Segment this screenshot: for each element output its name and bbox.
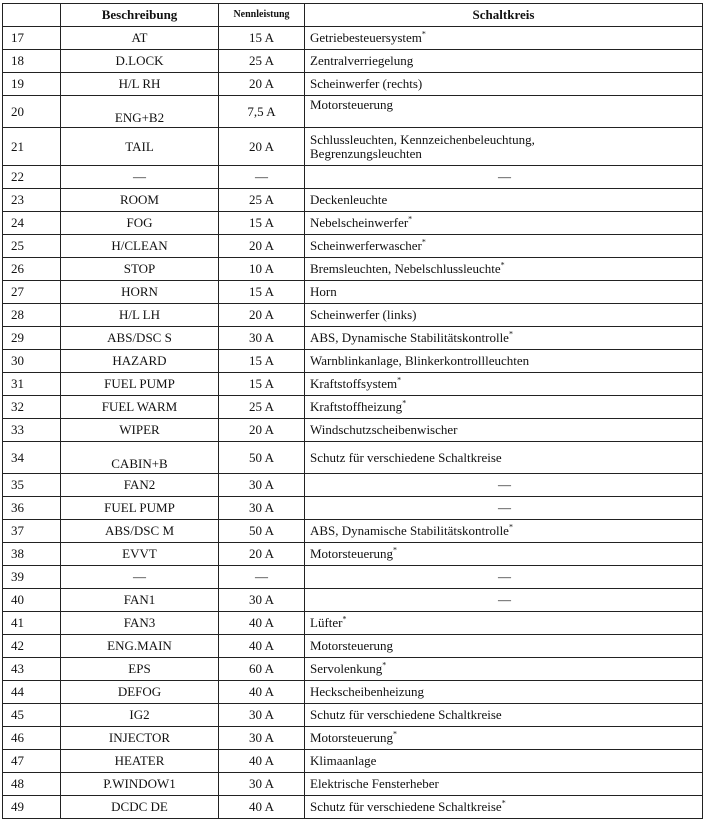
table-row — [3, 497, 703, 520]
header-row — [3, 4, 703, 27]
fuse-circuit — [305, 373, 703, 396]
circuit-text: Scheinwerfer (rechts) — [310, 76, 423, 91]
fuse-description: STOP — [61, 258, 219, 281]
fuse-description: FUEL WARM — [61, 396, 219, 419]
fuse-number: 42 — [3, 635, 61, 658]
circuit-text-line2: Begrenzungsleuchten — [310, 145, 422, 161]
fuse-description: HEATER — [61, 750, 219, 773]
fuse-number: 35 — [3, 474, 61, 497]
footnote-marker: * — [501, 798, 506, 808]
fuse-number: 21 — [3, 128, 61, 166]
table-row — [3, 543, 703, 566]
table-row — [3, 396, 703, 419]
circuit-text: Heckscheibenheizung — [310, 684, 425, 699]
footnote-marker: * — [382, 660, 387, 670]
header-description: Beschreibung — [61, 4, 219, 27]
fuse-circuit — [305, 419, 703, 442]
fuse-description: HORN — [61, 281, 219, 304]
fuse-number: 48 — [3, 773, 61, 796]
fuse-number: 22 — [3, 166, 61, 189]
table-row — [3, 419, 703, 442]
fuse-description: EVVT — [61, 543, 219, 566]
fuse-table — [2, 3, 703, 819]
table-row — [3, 704, 703, 727]
fuse-description: AT — [61, 27, 219, 50]
table-row — [3, 727, 703, 750]
circuit-text: Zentralverriegelung — [310, 53, 414, 68]
fuse-number: 28 — [3, 304, 61, 327]
circuit-text: Schutz für verschiedene Schaltkreise — [310, 449, 502, 465]
footnote-marker: * — [342, 614, 347, 624]
fuse-circuit — [305, 73, 703, 96]
circuit-text: Nebelscheinwerfer — [310, 215, 409, 230]
circuit-text: Bremsleuchten, Nebelschlussleuchte — [310, 261, 501, 276]
fuse-circuit — [305, 327, 703, 350]
fuse-circuit — [305, 704, 703, 727]
fuse-number: 47 — [3, 750, 61, 773]
fuse-description: ABS/DSC M — [61, 520, 219, 543]
fuse-rating: 30 A — [219, 773, 305, 796]
fuse-description: ROOM — [61, 189, 219, 212]
fuse-circuit — [305, 681, 703, 704]
fuse-circuit — [305, 543, 703, 566]
fuse-rating: 25 A — [219, 189, 305, 212]
fuse-number: 34 — [3, 442, 61, 474]
fuse-number: 30 — [3, 350, 61, 373]
footnote-marker: * — [393, 729, 398, 739]
fuse-number: 29 — [3, 327, 61, 350]
fuse-circuit — [305, 350, 703, 373]
table-row — [3, 50, 703, 73]
fuse-description: FUEL PUMP — [61, 497, 219, 520]
fuse-description: H/L LH — [61, 304, 219, 327]
fuse-description: EPS — [61, 658, 219, 681]
fuse-number: 46 — [3, 727, 61, 750]
table-row — [3, 235, 703, 258]
fuse-rating: 20 A — [219, 235, 305, 258]
fuse-description: H/L RH — [61, 73, 219, 96]
table-row — [3, 612, 703, 635]
fuse-rating: 30 A — [219, 727, 305, 750]
fuse-circuit — [305, 612, 703, 635]
fuse-description: FAN3 — [61, 612, 219, 635]
fuse-rating: 40 A — [219, 612, 305, 635]
fuse-description: WIPER — [61, 419, 219, 442]
fuse-rating: 40 A — [219, 750, 305, 773]
circuit-text: Getriebesteuersystem — [310, 30, 422, 45]
fuse-number: 24 — [3, 212, 61, 235]
circuit-text: Horn — [310, 284, 337, 299]
circuit-text: — — [498, 169, 511, 184]
footnote-marker: * — [393, 545, 398, 555]
fuse-description: TAIL — [61, 128, 219, 166]
fuse-circuit — [305, 750, 703, 773]
fuse-description: D.LOCK — [61, 50, 219, 73]
fuse-number: 39 — [3, 566, 61, 589]
footnote-marker: * — [421, 237, 426, 247]
table-row — [3, 258, 703, 281]
fuse-number: 36 — [3, 497, 61, 520]
fuse-rating: 30 A — [219, 327, 305, 350]
footnote-marker: * — [508, 522, 513, 532]
table-row — [3, 681, 703, 704]
fuse-circuit — [305, 235, 703, 258]
footnote-marker: * — [500, 260, 505, 270]
table-row — [3, 327, 703, 350]
fuse-number: 27 — [3, 281, 61, 304]
fuse-circuit — [305, 658, 703, 681]
circuit-text: ABS, Dynamische Stabilitätskontrolle — [310, 330, 509, 345]
fuse-number: 17 — [3, 27, 61, 50]
header-number — [3, 4, 61, 27]
table-row — [3, 166, 703, 189]
table-row — [3, 96, 703, 128]
circuit-text: Schutz für verschiedene Schaltkreise — [310, 707, 502, 722]
footnote-marker: * — [421, 29, 426, 39]
fuse-rating: 40 A — [219, 635, 305, 658]
fuse-number: 19 — [3, 73, 61, 96]
fuse-circuit — [305, 566, 703, 589]
fuse-rating: 20 A — [219, 543, 305, 566]
fuse-circuit — [305, 96, 703, 128]
fuse-rating: 15 A — [219, 281, 305, 304]
fuse-rating: 30 A — [219, 589, 305, 612]
table-row — [3, 796, 703, 819]
table-row — [3, 73, 703, 96]
circuit-text: Schlussleuchten, Kennzeichenbeleuchtung, — [310, 131, 535, 147]
fuse-number: 44 — [3, 681, 61, 704]
footnote-marker: * — [402, 398, 407, 408]
circuit-text: Warnblinkanlage, Blinkerkontrollleuchten — [310, 353, 530, 368]
table-row — [3, 212, 703, 235]
fuse-description: — — [61, 566, 219, 589]
fuse-rating: 30 A — [219, 497, 305, 520]
header-circuit: Schaltkreis — [305, 4, 703, 27]
fuse-rating: 60 A — [219, 658, 305, 681]
circuit-text: Schutz für verschiedene Schaltkreise — [310, 799, 502, 814]
fuse-description: FOG — [61, 212, 219, 235]
footnote-marker: * — [397, 375, 402, 385]
fuse-number: 38 — [3, 543, 61, 566]
fuse-rating: — — [219, 166, 305, 189]
fuse-circuit — [305, 589, 703, 612]
table-row — [3, 128, 703, 166]
fuse-number: 37 — [3, 520, 61, 543]
circuit-text: Elektrische Fensterheber — [310, 776, 439, 791]
fuse-number: 23 — [3, 189, 61, 212]
circuit-text: Kraftstoffheizung — [310, 399, 403, 414]
fuse-description: FUEL PUMP — [61, 373, 219, 396]
fuse-description: P.WINDOW1 — [61, 773, 219, 796]
fuse-circuit — [305, 27, 703, 50]
fuse-number: 49 — [3, 796, 61, 819]
fuse-description: IG2 — [61, 704, 219, 727]
circuit-text: Motorsteuerung — [310, 730, 394, 745]
fuse-number: 45 — [3, 704, 61, 727]
fuse-circuit — [305, 189, 703, 212]
table-row — [3, 635, 703, 658]
circuit-text: Deckenleuchte — [310, 192, 388, 207]
circuit-text: Klimaanlage — [310, 753, 377, 768]
fuse-rating: 10 A — [219, 258, 305, 281]
fuse-rating: 25 A — [219, 50, 305, 73]
fuse-number: 18 — [3, 50, 61, 73]
table-row — [3, 350, 703, 373]
circuit-text: Scheinwerferwascher — [310, 238, 422, 253]
circuit-text: — — [498, 592, 511, 607]
fuse-description: ENG+B2 — [61, 96, 219, 128]
table-row — [3, 750, 703, 773]
fuse-rating: 15 A — [219, 350, 305, 373]
fuse-circuit — [305, 166, 703, 189]
circuit-text: — — [498, 500, 511, 515]
fuse-rating: 20 A — [219, 73, 305, 96]
fuse-rating: — — [219, 566, 305, 589]
fuse-circuit — [305, 396, 703, 419]
circuit-text: Motorsteuerung — [310, 97, 394, 112]
fuse-number: 25 — [3, 235, 61, 258]
fuse-description: INJECTOR — [61, 727, 219, 750]
table-row — [3, 304, 703, 327]
footnote-marker: * — [508, 329, 513, 339]
circuit-text: Scheinwerfer (links) — [310, 307, 417, 322]
table-row — [3, 566, 703, 589]
fuse-circuit — [305, 281, 703, 304]
fuse-rating: 30 A — [219, 704, 305, 727]
fuse-circuit — [305, 128, 703, 166]
fuse-rating: 20 A — [219, 304, 305, 327]
fuse-rating: 15 A — [219, 373, 305, 396]
fuse-rating: 15 A — [219, 212, 305, 235]
circuit-text: Lüfter — [310, 615, 343, 630]
fuse-description: CABIN+B — [61, 442, 219, 474]
fuse-number: 32 — [3, 396, 61, 419]
table-row — [3, 520, 703, 543]
table-row — [3, 658, 703, 681]
header-rating: Nennleistung — [219, 4, 305, 27]
fuse-description: — — [61, 166, 219, 189]
fuse-rating: 25 A — [219, 396, 305, 419]
fuse-rating: 30 A — [219, 474, 305, 497]
table-row — [3, 474, 703, 497]
fuse-description: DEFOG — [61, 681, 219, 704]
fuse-circuit — [305, 304, 703, 327]
fuse-description: DCDC DE — [61, 796, 219, 819]
fuse-number: 33 — [3, 419, 61, 442]
fuse-description: H/CLEAN — [61, 235, 219, 258]
fuse-circuit — [305, 635, 703, 658]
fuse-rating: 20 A — [219, 419, 305, 442]
fuse-description: ABS/DSC S — [61, 327, 219, 350]
circuit-text: Kraftstoffsystem — [310, 376, 398, 391]
fuse-circuit — [305, 258, 703, 281]
circuit-text: Windschutzscheibenwischer — [310, 422, 458, 437]
circuit-text: Motorsteuerung — [310, 546, 394, 561]
fuse-circuit — [305, 520, 703, 543]
fuse-description: FAN2 — [61, 474, 219, 497]
table-row — [3, 189, 703, 212]
fuse-circuit — [305, 212, 703, 235]
fuse-rating: 40 A — [219, 681, 305, 704]
fuse-table-container — [2, 3, 703, 819]
table-row — [3, 442, 703, 474]
fuse-rating: 40 A — [219, 796, 305, 819]
circuit-text: — — [498, 477, 511, 492]
fuse-rating: 20 A — [219, 128, 305, 166]
fuse-circuit — [305, 497, 703, 520]
table-row — [3, 373, 703, 396]
fuse-description: ENG.MAIN — [61, 635, 219, 658]
fuse-number: 40 — [3, 589, 61, 612]
fuse-circuit — [305, 474, 703, 497]
circuit-text: ABS, Dynamische Stabilitätskontrolle — [310, 523, 509, 538]
fuse-rows — [3, 27, 703, 819]
table-row — [3, 773, 703, 796]
table-row — [3, 281, 703, 304]
fuse-rating: 7,5 A — [219, 96, 305, 128]
fuse-circuit — [305, 50, 703, 73]
fuse-circuit — [305, 773, 703, 796]
fuse-description: HAZARD — [61, 350, 219, 373]
fuse-circuit — [305, 727, 703, 750]
fuse-number: 26 — [3, 258, 61, 281]
table-row — [3, 589, 703, 612]
circuit-text: — — [498, 569, 511, 584]
fuse-circuit — [305, 796, 703, 819]
fuse-circuit — [305, 442, 703, 474]
fuse-rating: 50 A — [219, 442, 305, 474]
fuse-number: 31 — [3, 373, 61, 396]
fuse-description: FAN1 — [61, 589, 219, 612]
circuit-text: Motorsteuerung — [310, 638, 394, 653]
fuse-number: 43 — [3, 658, 61, 681]
fuse-number: 20 — [3, 96, 61, 128]
circuit-text: Servolenkung — [310, 661, 383, 676]
table-row — [3, 27, 703, 50]
fuse-rating: 50 A — [219, 520, 305, 543]
fuse-rating: 15 A — [219, 27, 305, 50]
footnote-marker: * — [408, 214, 413, 224]
fuse-number: 41 — [3, 612, 61, 635]
